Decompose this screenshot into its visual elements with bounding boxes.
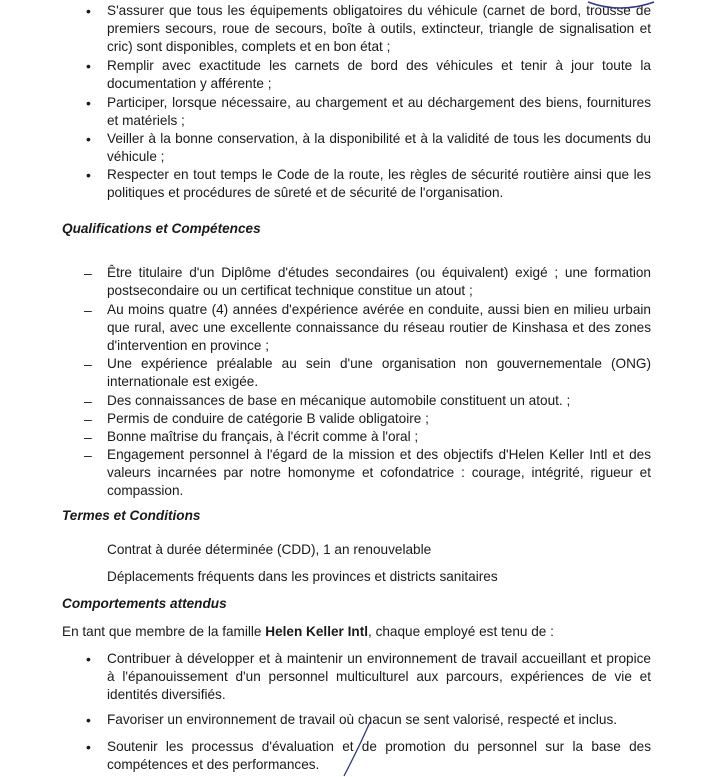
behaviours-intro — [62, 623, 554, 641]
list-item-text: S'assurer que tous les équipements obligatoires du véhicule (carnet de bord, trousse de premiers secours, roue de secours, boîte à outils, extincteur, triangle de signalisation et cric) sont disponibles, complets et en bon état ; — [107, 3, 651, 55]
list-item-text: Respecter en tout temps le Code de la route, les règles de sécurité routière ainsi que les politiques et procédures de sûreté et de sécurité de l'organisation. — [107, 167, 651, 201]
list-item-text: Permis de conduire de catégorie B valide obligatoire ; — [107, 411, 429, 426]
list-item-text: Des connaissances de base en mécanique automobile constituent un atout. ; — [107, 393, 571, 408]
list-item-text: Être titulaire d'un Diplôme d'études secondaires (ou équivalent) exigé ; une formation postsecondaire ou un certificat technique constitue un atout ; — [107, 265, 651, 299]
intro-text: En tant que membre de la famille — [62, 624, 266, 639]
dash-marker: – — [84, 265, 92, 281]
organisation-name: Helen Keller Intl — [265, 624, 369, 639]
bullet-marker: • — [86, 58, 91, 74]
section-heading-qualifications: Qualifications et Compétences — [62, 221, 261, 236]
list-item-text: Bonne maîtrise du français, à l'écrit comme à l'oral ; — [107, 429, 419, 444]
list-item-text: Contribuer à développer et à maintenir un environnement de travail accueillant et propice à l'épanouissement d'un personnel multiculturel aux parcours, expériences de vie et identités diversifiés. — [107, 651, 651, 703]
dash-marker: – — [84, 302, 92, 318]
list-item-text: Remplir avec exactitude les carnets de bord des véhicules et tenir à jour toute la documentation y afférente ; — [107, 58, 651, 92]
bullet-marker: • — [86, 95, 91, 111]
bullet-marker: • — [86, 3, 91, 19]
bullet-marker: • — [86, 131, 91, 147]
travel-text: Déplacements fréquents dans les provinces et districts sanitaires — [107, 569, 498, 584]
bullet-marker: • — [86, 167, 91, 183]
dash-marker: – — [84, 429, 92, 445]
bullet-marker: • — [86, 712, 91, 728]
list-item-text: Engagement personnel à l'égard de la mission et des objectifs d'Helen Keller Intl et des valeurs incarnées par notre homonyme et cofondatrice : courage, intégrité, rigueur et compassion. — [107, 447, 651, 499]
bullet-marker: • — [86, 739, 91, 755]
list-item-text: Participer, lorsque nécessaire, au chargement et au déchargement des biens, fournitures et matériels ; — [107, 95, 651, 129]
list-item-text: Au moins quatre (4) années d'expérience avérée en conduite, aussi bien en milieu urbain que rural, avec une excellente connaissance du réseau routier de Kinshasa et des zones d'intervention en province ; — [107, 302, 651, 354]
contract-text: Contrat à durée déterminée (CDD), 1 an renouvelable — [107, 542, 432, 557]
intro-text-end: , chaque employé est tenu de : — [368, 624, 554, 639]
dash-marker: – — [84, 447, 92, 463]
bullet-marker: • — [86, 651, 91, 667]
list-item-text: Une expérience préalable au sein d'une organisation non gouvernementale (ONG) internationale est exigée. — [107, 356, 651, 390]
dash-marker: – — [84, 356, 92, 372]
dash-marker: – — [84, 393, 92, 409]
section-heading-terms: Termes et Conditions — [62, 508, 201, 523]
list-item-text: Veiller à la bonne conservation, à la disponibilité et à la validité de tous les documents du véhicule ; — [107, 131, 651, 165]
section-heading-behaviours: Comportements attendus — [62, 596, 227, 611]
list-item-text: Soutenir les processus d'évaluation et de promotion du personnel sur la base des compétences et des performances. — [107, 739, 651, 773]
list-item-text: Favoriser un environnement de travail où chacun se sent valorisé, respecté et inclus. — [107, 712, 618, 727]
dash-marker: – — [84, 411, 92, 427]
